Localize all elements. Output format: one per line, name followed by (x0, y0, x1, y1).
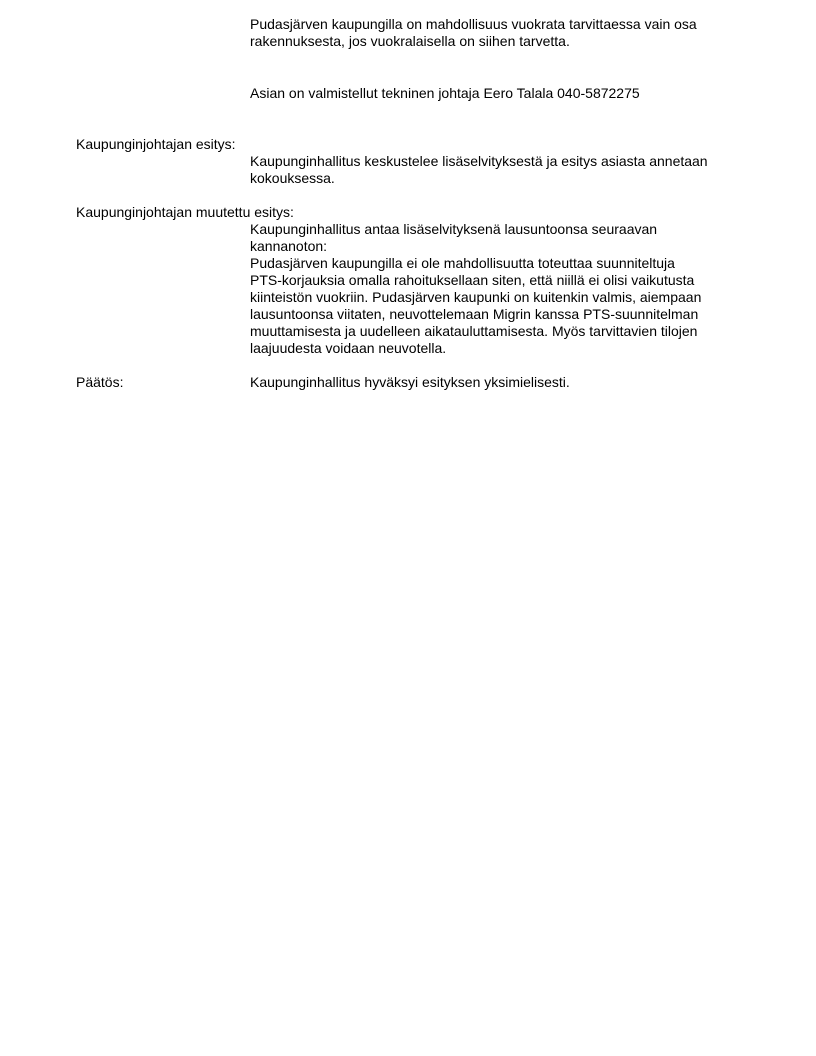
section-line: Kaupunginhallitus antaa lisäselvityksenä lausuntoonsa seuraavan (250, 221, 658, 237)
section-label-proposal: Kaupunginjohtajan esitys: (76, 136, 236, 152)
section-body-proposal (250, 153, 740, 187)
section-line: kannanoton: (250, 238, 328, 254)
section-line: kokouksessa. (250, 170, 335, 186)
section-body-amended-proposal (250, 221, 740, 357)
section-body-decision (250, 374, 740, 391)
section-line: kiinteistön vuokriin. Pudasjärven kaupunki on kuitenkin valmis, aiempaan (250, 289, 702, 305)
section-label-amended-proposal: Kaupunginjohtajan muutettu esitys: (76, 204, 294, 220)
section-line: laajuudesta voidaan neuvotella. (250, 340, 447, 356)
section-line: muuttamisesta ja uudelleen aikatauluttamisesta. Myös tarvittavien tilojen (250, 323, 698, 339)
intro-line: Pudasjärven kaupungilla on mahdollisuus vuokrata tarvittaessa vain osa (250, 16, 697, 32)
intro-line: rakennuksesta, jos vuokralaisella on siihen tarvetta. (250, 33, 570, 49)
prepared-by-line: Asian on valmistellut tekninen johtaja Eero Talala 040-5872275 (250, 85, 640, 101)
section-line: Pudasjärven kaupungilla ei ole mahdollisuutta toteuttaa suunniteltuja (250, 255, 675, 271)
intro-paragraph (250, 16, 740, 50)
section-line: Kaupunginhallitus hyväksyi esityksen yksimielisesti. (250, 374, 570, 390)
section-line: PTS-korjauksia omalla rahoituksellaan siten, että niillä ei olisi vaikutusta (250, 272, 695, 288)
prepared-by-text (250, 85, 740, 102)
section-line: Kaupunginhallitus keskustelee lisäselvityksestä ja esitys asiasta annetaan (250, 153, 708, 169)
section-label-decision: Päätös: (76, 374, 124, 390)
section-line: lausuntoonsa viitaten, neuvottelemaan Migrin kanssa PTS-suunnitelman (250, 306, 699, 322)
